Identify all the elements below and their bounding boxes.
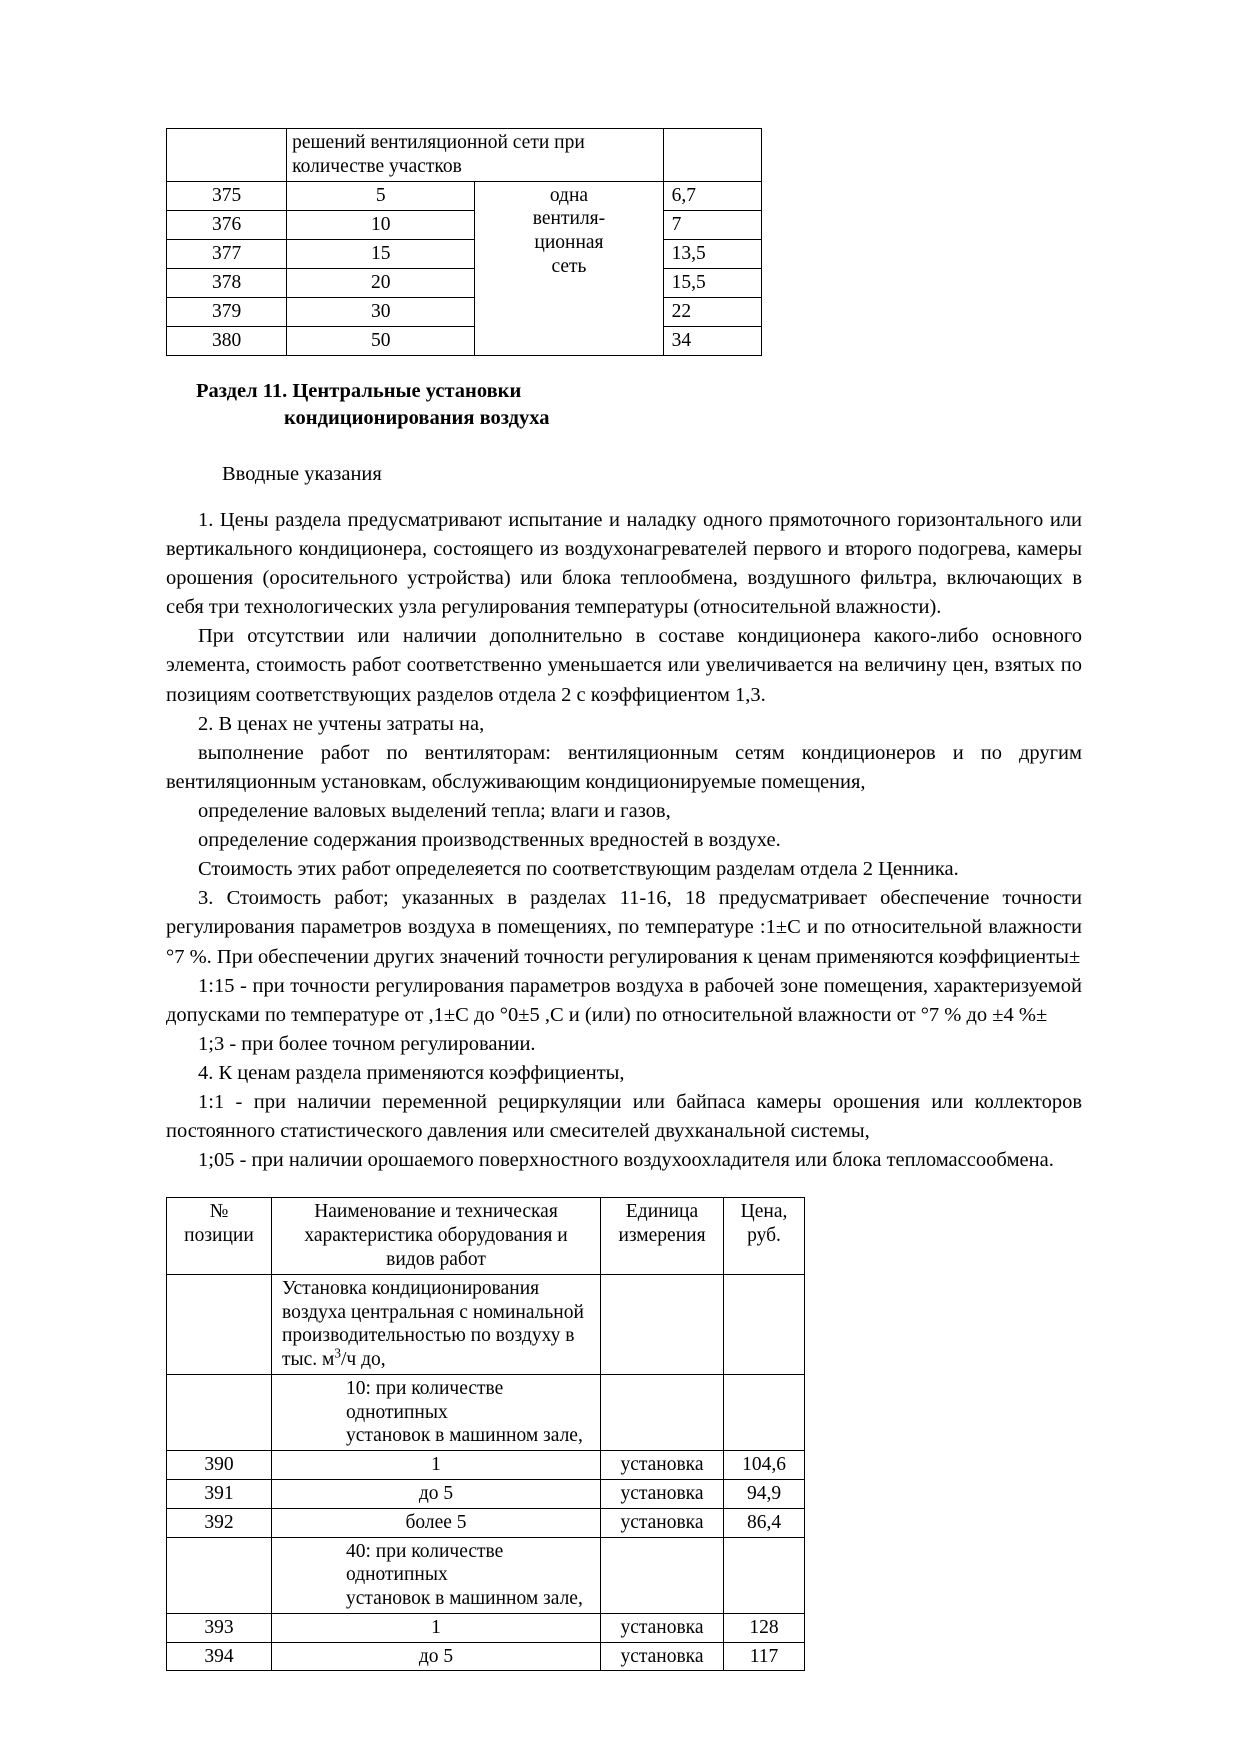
table-row	[167, 1642, 805, 1671]
table-row	[167, 181, 762, 210]
row-price: 86,4	[724, 1508, 805, 1537]
row-price: 15,5	[663, 268, 761, 297]
table-row	[167, 210, 762, 239]
row-unit: установка	[601, 1508, 724, 1537]
group-title-cell	[272, 1274, 601, 1374]
row-price: 22	[663, 297, 761, 326]
section-title-line2: кондиционирования воздуха	[284, 407, 550, 430]
section-title	[166, 378, 1082, 433]
table-row	[167, 1613, 805, 1642]
subgroup-row	[167, 1374, 805, 1450]
row-unit: установка	[601, 1451, 724, 1480]
merged-unit-text: одна вентиля- ционная сеть	[532, 184, 606, 277]
subgroup-price-cell	[724, 1537, 805, 1613]
row-price: 13,5	[663, 239, 761, 268]
row-unit: установка	[601, 1642, 724, 1671]
subgroup-pos-cell	[167, 1537, 272, 1613]
subgroup-unit-cell	[601, 1374, 724, 1450]
row-pos: 391	[167, 1480, 272, 1509]
table-row	[167, 1508, 805, 1537]
row-pos: 378	[167, 268, 287, 297]
paragraph-8: 3. Стоимость работ; указанных в разделах 11-16, 18 предусматривает обеспечение точности регулирования параметров воздуха в помещениях, по температуре :1±С и по относительной влажности °7 %. При обеспечении других значений точности регулирования к ценам применяются коэффициенты±	[166, 887, 1082, 968]
top-header-desc-cell	[287, 129, 663, 182]
row-price: 34	[663, 326, 761, 355]
row-desc: более 5	[272, 1508, 601, 1537]
header-pos	[167, 1198, 272, 1274]
group-title-text: Установка кондиционирования воздуха центральная с номинальной производительностью по воздуху в тыс. $м^3/ч$ до,	[282, 1277, 584, 1371]
row-unit: установка	[601, 1613, 724, 1642]
row-price: 117	[724, 1642, 805, 1671]
row-pos: 375	[167, 181, 287, 210]
row-price: 104,6	[724, 1451, 805, 1480]
row-desc: 30	[287, 297, 475, 326]
merged-unit-cell	[475, 181, 663, 355]
row-pos: 390	[167, 1451, 272, 1480]
row-pos: 393	[167, 1613, 272, 1642]
row-price: 7	[663, 210, 761, 239]
row-pos: 379	[167, 297, 287, 326]
row-pos: 376	[167, 210, 287, 239]
row-desc: 15	[287, 239, 475, 268]
paragraph-11: 4. К ценам раздела применяются коэффициенты,	[198, 1061, 625, 1084]
header-price	[724, 1198, 805, 1274]
row-price: 128	[724, 1613, 805, 1642]
table-row	[167, 1451, 805, 1480]
row-pos: 394	[167, 1642, 272, 1671]
row-desc: 1	[272, 1613, 601, 1642]
subgroup-row	[167, 1537, 805, 1613]
header-price-text: Цена, руб.	[740, 1201, 788, 1247]
table-row	[167, 129, 762, 182]
group-pos-cell	[167, 1274, 272, 1374]
row-price: 6,7	[663, 181, 761, 210]
table-row	[167, 268, 762, 297]
row-desc: 1	[272, 1451, 601, 1480]
group-unit-cell	[601, 1274, 724, 1374]
top-header-pos-cell	[167, 129, 287, 182]
row-desc: 5	[287, 181, 475, 210]
paragraph-4: выполнение работ по вентиляторам: вентиляционным сетям кондиционеров и по другим вентиляционным установкам, обслуживающим кондиционируемые помещения,	[166, 741, 1082, 793]
row-unit: установка	[601, 1480, 724, 1509]
row-pos: 377	[167, 239, 287, 268]
row-desc: до 5	[272, 1642, 601, 1671]
table-row	[167, 239, 762, 268]
table-row	[167, 1480, 805, 1509]
paragraph-2: При отсутствии или наличии дополнительно в составе кондиционера какого-либо основного элемента, стоимость работ соответственно уменьшается или увеличивается на величину цен, взятых по позициям соответствующих разделов отдела 2 с коэффициентом 1,3.	[166, 625, 1082, 706]
header-unit	[601, 1198, 724, 1274]
paragraph-7: Стоимость этих работ определеяется по соответствующим разделам отдела 2 Ценника.	[198, 858, 959, 881]
intro-subtitle: Вводные указания	[222, 462, 382, 485]
top-header-price-cell	[663, 129, 761, 182]
price-list-table	[166, 1197, 805, 1671]
paragraph-1: 1. Цены раздела предусматривают испытание и наладку одного прямоточного горизонтального или вертикального кондиционера, состоящего из воздухонагревателей первого и второго подогрева, камеры орошения (оросительного устройства) или блока теплообмена, воздушного фильтра, включающих в себя три технологических узла регулирования температуры (относительной влажности).	[166, 508, 1082, 619]
subgroup-title-text-2: 40: при количестве однотипных установок в машинном зале,	[346, 1540, 583, 1610]
group-price-cell	[724, 1274, 805, 1374]
row-desc: 50	[287, 326, 475, 355]
header-pos-text: № позиции	[184, 1201, 254, 1247]
row-desc: 10	[287, 210, 475, 239]
top-header-desc-text: решений вентиляционной сети при количестве участков	[292, 132, 585, 177]
subgroup-unit-cell	[601, 1537, 724, 1613]
paragraph-3: 2. В ценах не учтены затраты на,	[198, 712, 485, 735]
row-desc: 20	[287, 268, 475, 297]
page-content	[166, 128, 1082, 1671]
paragraph-6: определение содержания производственных вредностей в воздухе.	[198, 829, 781, 852]
ventilation-network-table	[166, 128, 762, 356]
subgroup-price-cell	[724, 1374, 805, 1450]
row-pos: 380	[167, 326, 287, 355]
subgroup-title-text-1: 10: при количестве однотипных установок в машинном зале,	[346, 1377, 583, 1447]
header-unit-text: Единица измерения	[618, 1201, 706, 1247]
table-header-row	[167, 1198, 805, 1274]
row-pos: 392	[167, 1508, 272, 1537]
group-title-row	[167, 1274, 805, 1374]
paragraph-5: определение валовых выделений тепла; влаги и газов,	[198, 800, 671, 822]
subgroup-title-cell-2	[272, 1537, 601, 1613]
paragraph-10: 1;3 - при более точном регулировании.	[198, 1032, 536, 1055]
row-desc: до 5	[272, 1480, 601, 1509]
paragraph-13: 1;05 - при наличии орошаемого поверхностного воздухоохладителя или блока тепломассообмена.	[198, 1149, 1054, 1172]
header-desc-text: Наименование и техническая характеристика оборудования и видов работ	[304, 1201, 568, 1270]
header-desc	[272, 1198, 601, 1274]
paragraph-12: 1:1 - при наличии переменной рециркуляции или байпаса камеры орошения или коллекторов постоянного статистического давления или смесителей двухканальной системы,	[166, 1091, 1082, 1143]
paragraph-9: 1:15 - при точности регулирования параметров воздуха в рабочей зоне помещения, характеризуемой допусками по температуре от ,1±С до °0±5 ,С и (или) по относительной влажности от °7 % до ±4 %±	[166, 974, 1082, 1026]
subgroup-title-cell-1	[272, 1374, 601, 1450]
table-row	[167, 297, 762, 326]
section-title-line1: Раздел 11. Центральные установки	[196, 379, 522, 402]
table-row	[167, 326, 762, 355]
row-price: 94,9	[724, 1480, 805, 1509]
subgroup-pos-cell	[167, 1374, 272, 1450]
